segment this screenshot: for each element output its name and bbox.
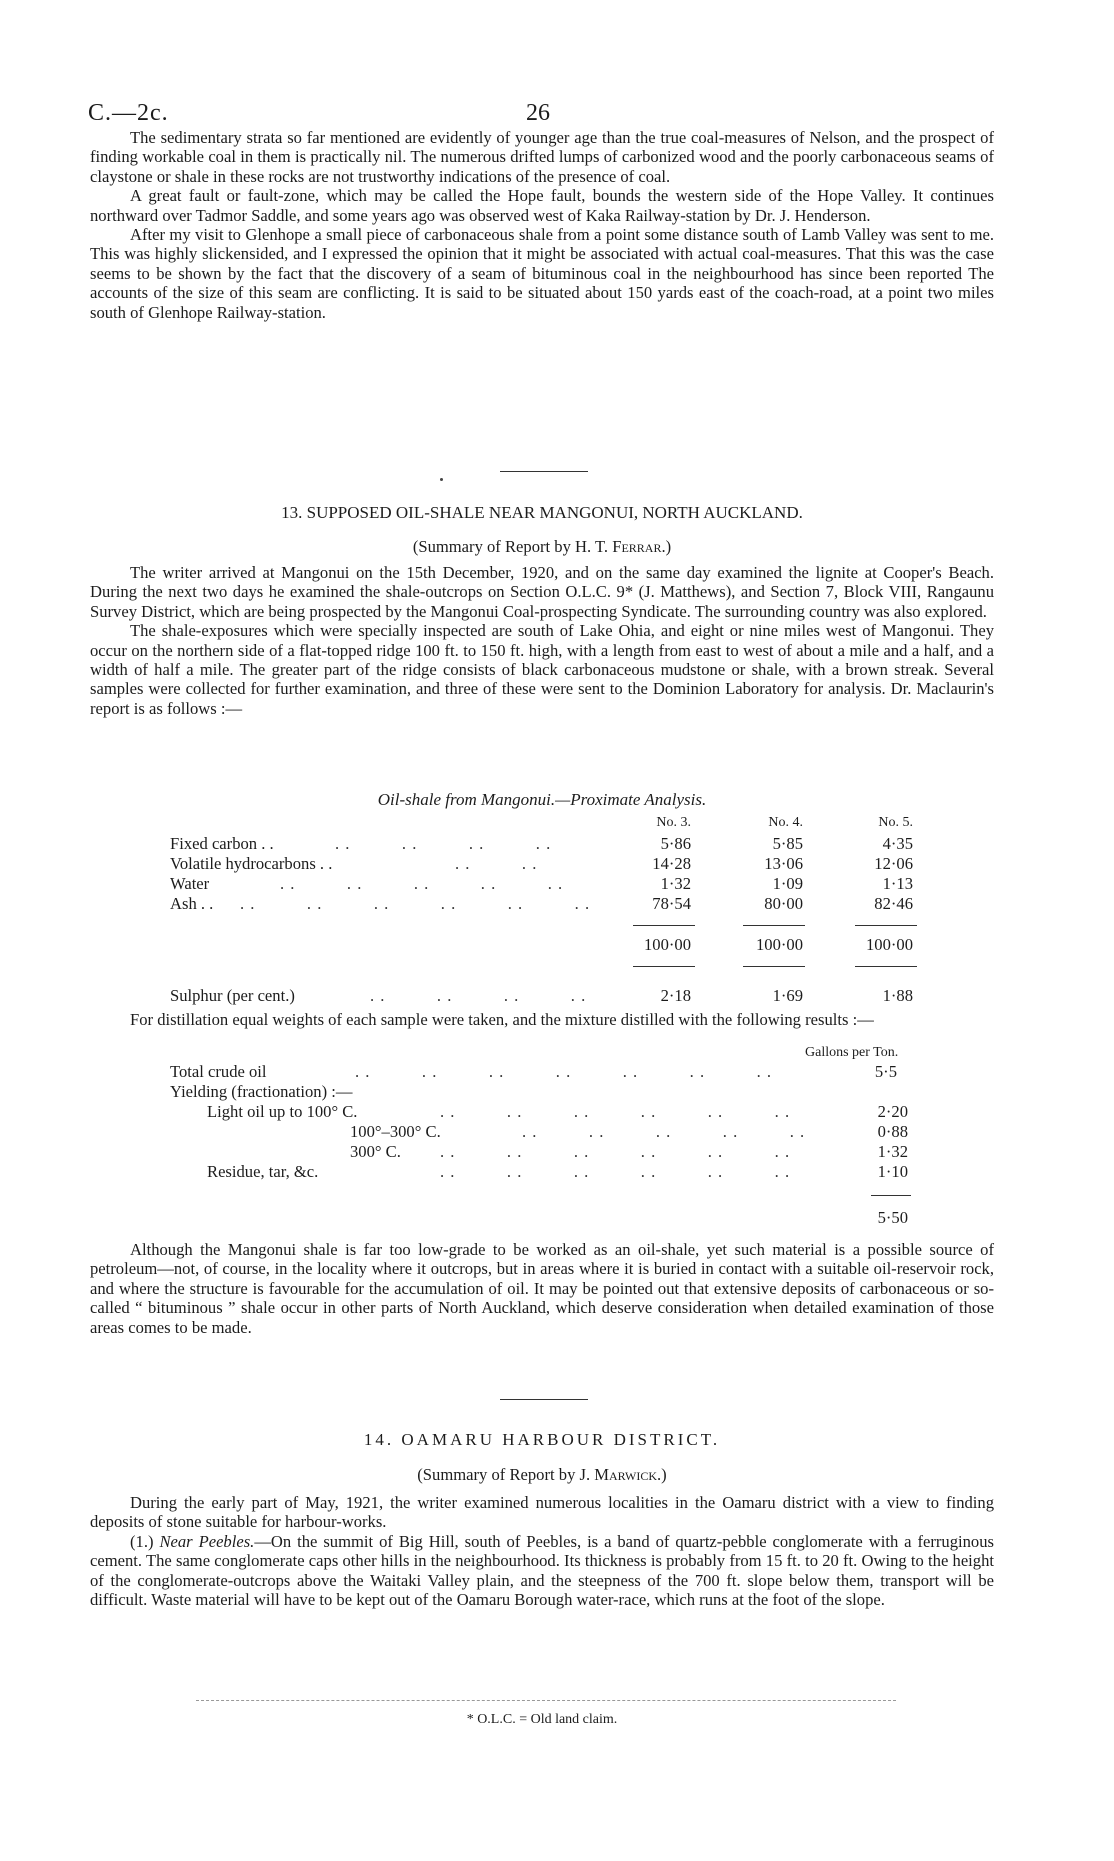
cell-value: 1·09 <box>772 874 803 893</box>
section-13-heading: 13. SUPPOSED OIL-SHALE NEAR MANGONUI, NORTH AUCKLAND. <box>281 503 803 522</box>
author-name: Marwick <box>594 1465 658 1484</box>
section-divider <box>500 1399 588 1400</box>
cell-value: 2·20 <box>877 1102 908 1121</box>
cell-value: 0·88 <box>877 1122 908 1141</box>
cell-value: 4·35 <box>882 834 913 853</box>
section-13-summary-line <box>90 537 994 557</box>
author-name: Ferrar <box>612 537 662 556</box>
analysis-table-caption: Oil-shale from Mangonui.—Proximate Analysis. <box>377 790 707 809</box>
intro-paragraph: The sedimentary strata so far mentioned are evidently of younger age than the true coal-measures of Nelson, and the prospect of finding workable coal in them is practically nil. The numerous drifted lumps of carbonized wood and the poorly carbonaceous seams of claystone or shale in these rocks are not trustworthy indications of the presence of coal. <box>90 128 994 186</box>
distillation-intro <box>90 1010 960 1029</box>
cell-value: 1·10 <box>877 1162 908 1181</box>
total-value: 100·00 <box>865 935 913 954</box>
cell-value: 82·46 <box>874 894 913 913</box>
row-label: Light oil up to 100° C. <box>207 1102 358 1121</box>
sum-rule <box>855 966 917 967</box>
table-row: Water . . . . . . . . . . 1·32 1·09 1·13 <box>170 874 913 893</box>
summary-suffix: .) <box>657 1465 667 1484</box>
row-label: 100°–300° C. <box>350 1122 441 1141</box>
row-label: Volatile hydrocarbons . . <box>170 854 333 873</box>
item-title: Near Peebles. <box>159 1531 255 1551</box>
distillation-row: 100°–300° C. . . . . . . . . . . 0·88 <box>350 1122 908 1141</box>
unit-label: Gallons per Ton. <box>805 1045 899 1060</box>
distillation-total-row <box>0 1208 1114 1228</box>
footnote-rule <box>196 1700 896 1701</box>
column-header: No. 3. <box>656 815 691 830</box>
footnote: * O.L.C. = Old land claim. <box>466 1712 618 1727</box>
section-13-closing <box>90 1240 994 1337</box>
section-13-text <box>90 563 994 718</box>
section-14-item <box>90 1532 994 1610</box>
total-value: 100·00 <box>643 935 691 954</box>
cell-value: 1·32 <box>660 874 691 893</box>
section-14-summary-line <box>90 1465 994 1485</box>
intro-text <box>90 128 994 322</box>
cell-value: 1·69 <box>772 986 803 1005</box>
total-value: 5·50 <box>877 1208 908 1227</box>
sum-rule <box>743 966 805 967</box>
distillation-row <box>0 1082 1114 1102</box>
cell-value: 1·32 <box>877 1142 908 1161</box>
item-text: —On the summit of Big Hill, south of Peebles, is a band of quartz-pebble conglomerate with a ferruginous cement. The same conglomerate caps other hills in the neighbourhood. Its thickness is probably from 15 ft. to 20 ft. Owing to the height of the conglomerate-outcrops above the Waitaki Valley plain, and the steepness of the 700 ft. slope below them, transport will be difficult. Waste material will have to be kept out of the Oamaru Borough water-race, which runs at the foot of the slope. <box>90 1531 994 1610</box>
column-header: No. 4. <box>768 815 803 830</box>
page-number: 26 <box>526 100 550 126</box>
analysis-table-header <box>0 815 1114 835</box>
row-label: 300° C. <box>350 1142 401 1161</box>
sum-rule <box>743 925 805 926</box>
cell-value: 80·00 <box>764 894 803 913</box>
intro-paragraph: A great fault or fault-zone, which may be called the Hope fault, bounds the western side of the Hope Valley. It continues northward over Tadmor Saddle, and some years ago was observed west of Kaka Railway-station by Dr. J. Henderson. <box>90 186 994 225</box>
intro-paragraph: After my visit to Glenhope a small piece of carbonaceous shale from a point some distance south of Lamb Valley was sent to me. This was highly slickensided, and I expressed the opinion that it might be associated with actual coal-measures. That this was the case seems to be shown by the fact that the discovery of a seam of bituminous coal in the neighbourhood has since been reported The accounts of the size of this seam are conflicting. It is said to be situated about 150 yards east of the coach-road, at a point two miles south of Glenhope Railway-station. <box>90 225 994 322</box>
cell-value: 2·18 <box>660 986 691 1005</box>
summary-prefix: (Summary of Report by H. T. <box>412 537 613 556</box>
cell-value: 78·54 <box>652 894 691 913</box>
section-13-paragraph: The writer arrived at Mangonui on the 15th December, 1920, and on the same day examined the lignite at Cooper's Beach. During the next two days he examined the shale-outcrops on Section O.L.C. 9* (J. Matthews), and Section 7, Block VIII, Rangaunu Survey District, which are being prospected by the Mangonui Coal-prospecting Syndicate. The surrounding country was also explored. <box>90 563 994 621</box>
sum-rule <box>633 925 695 926</box>
distillation-row: Residue, tar, &c. . . . . . . . . . . . . 1·10 <box>207 1162 908 1181</box>
column-header: No. 5. <box>878 815 913 830</box>
summary-suffix: .) <box>661 537 672 556</box>
cell-value: 14·28 <box>652 854 691 873</box>
section-14-heading: 14. OAMARU HARBOUR DISTRICT. <box>363 1430 721 1449</box>
section-divider <box>500 471 588 472</box>
section-14-paragraph: During the early part of May, 1921, the writer examined numerous localities in the Oamaru district with a view to finding deposits of stone suitable for harbour-works. <box>90 1493 994 1532</box>
cell-value: 1·88 <box>882 986 913 1005</box>
document-reference: C.—2c. <box>88 100 169 126</box>
total-value: 100·00 <box>755 935 803 954</box>
row-label: Residue, tar, &c. <box>207 1162 319 1181</box>
cell-value: 5·86 <box>660 834 691 853</box>
cell-value: 5·85 <box>772 834 803 853</box>
distillation-intro-text: For distillation equal weights of each sample were taken, and the mixture distilled with the following results :— <box>130 1010 874 1029</box>
cell-value: 1·13 <box>882 874 913 893</box>
row-label: Yielding (fractionation) :— <box>170 1082 353 1101</box>
section-13-paragraph: The shale-exposures which were specially inspected are south of Lake Ohia, and eight or nine miles west of Mangonui. They occur on the northern side of a flat-topped ridge 100 ft. to 150 ft. high, with a length from east to west of about a mile and a half, and a width of half a mile. The greater part of the ridge consists of black carbonaceous mudstone or shale, with a brown streak. Several samples were collected for further examination, and three of these were sent to the Dominion Laboratory for analysis. Dr. Maclaurin's report is as follows :— <box>90 621 994 718</box>
distillation-row: Light oil up to 100° C. . . . . . . . . . . . . 2·20 <box>207 1102 908 1121</box>
print-speck <box>440 478 443 481</box>
summary-prefix: (Summary of Report by J. <box>417 1465 595 1484</box>
row-label: Total crude oil <box>170 1062 267 1081</box>
cell-value: 13·06 <box>764 854 803 873</box>
cell-value: 5·5 <box>874 1062 897 1081</box>
row-label: Ash . . <box>170 894 214 913</box>
cell-value: 12·06 <box>874 854 913 873</box>
table-row: Fixed carbon . . . . . . . . . . 5·86 5·85 4·35 <box>170 834 913 853</box>
table-row: Volatile hydrocarbons . . . . . . 14·28 13·06 12·06 <box>170 854 913 873</box>
distillation-row: Total crude oil . . . . . . . . . . . . . . 5·5 <box>170 1062 897 1081</box>
distillation-row: 300° C. . . . . . . . . . . . . 1·32 <box>350 1142 908 1161</box>
item-number: (1.) <box>130 1531 160 1551</box>
table-row: Ash . . . . . . . . . . . . . . 78·54 80·00 82·46 <box>170 894 913 913</box>
row-label: Fixed carbon . . <box>170 834 274 853</box>
sulphur-row: Sulphur (per cent.) . . . . . . . . 2·18 1·69 1·88 <box>170 986 913 1005</box>
sum-rule <box>871 1195 911 1196</box>
section-14-text <box>90 1493 994 1609</box>
closing-paragraph: Although the Mangonui shale is far too low-grade to be worked as an oil-shale, yet such material is a possible source of petroleum—not, of course, in the locality where it outcrops, but in areas where it is buried in contact with a suitable oil-reservoir rock, and where the structure is favourable for the accumulation of oil. It may be pointed out that extensive deposits of carbonaceous or so-called “ bituminous ” shale occur in other parts of North Auckland, which deserve consideration when detailed examination of those areas comes to be made. <box>90 1240 994 1337</box>
sum-rule <box>633 966 695 967</box>
row-label: Sulphur (per cent.) <box>170 986 295 1005</box>
row-label: Water <box>170 874 210 893</box>
sum-rule <box>855 925 917 926</box>
table-total-row <box>0 935 1114 955</box>
